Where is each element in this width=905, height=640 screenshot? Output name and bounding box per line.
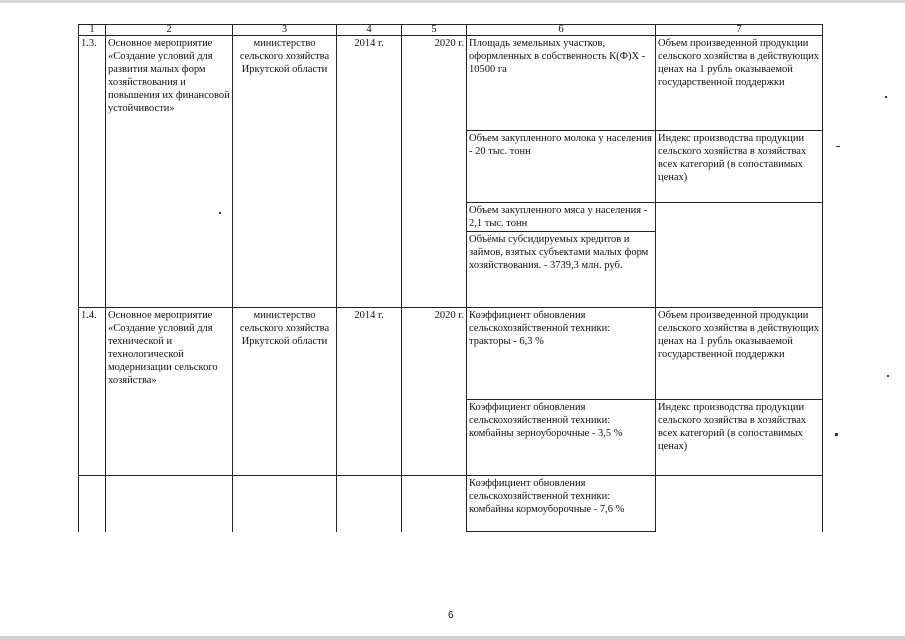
scan-speck bbox=[887, 375, 889, 377]
end-year: 2020 г. bbox=[402, 308, 467, 476]
header-cell-3: 3 bbox=[233, 25, 337, 36]
empty-cell bbox=[233, 476, 337, 532]
indicator-cell: Объёмы субсидируемых кредитов и займов, взятых субъектами малых форм хозяйствования. - 3739,3 млн. руб. bbox=[467, 232, 656, 308]
indicator-cell: Площадь земельных участков, оформленных в собственность К(Ф)Х - 10500 га bbox=[467, 36, 656, 131]
page-edge-top bbox=[0, 0, 905, 3]
header-cell-5: 5 bbox=[402, 25, 467, 36]
start-year: 2014 г. bbox=[337, 308, 402, 476]
row-number: 1.4. bbox=[79, 308, 106, 476]
header-cell-6: 6 bbox=[467, 25, 656, 36]
indicator-cell: Коэффициент обновления сельскохозяйственной техники: тракторы - 6,3 % bbox=[467, 308, 656, 400]
scan-speck bbox=[835, 433, 838, 436]
table-row bbox=[79, 308, 823, 400]
header-cell-4: 4 bbox=[337, 25, 402, 36]
end-year: 2020 г. bbox=[402, 36, 467, 308]
target-cell: Индекс производства продукции сельского хозяйства в хозяйствах всех категорий (в сопоставимых ценах) bbox=[656, 131, 823, 203]
target-cell: Объем произведенной продукции сельского хозяйства в действующих ценах на 1 рубль оказываемой государственной поддержки bbox=[656, 36, 823, 131]
empty-cell bbox=[656, 476, 823, 532]
executor: министерство сельского хозяйства Иркутской области bbox=[233, 36, 337, 308]
empty-cell bbox=[337, 476, 402, 532]
empty-cell bbox=[79, 476, 106, 532]
indicator-cell: Коэффициент обновления сельскохозяйственной техники: комбайны кормоуборочные - 7,6 % bbox=[467, 476, 656, 532]
target-cell-empty bbox=[656, 203, 823, 308]
row-number: 1.3. bbox=[79, 36, 106, 308]
target-cell: Объем произведенной продукции сельского хозяйства в действующих ценах на 1 рубль оказываемой государственной поддержки bbox=[656, 308, 823, 400]
header-row bbox=[79, 25, 823, 36]
event-name: Основное мероприятие «Создание условий для развития малых форм хозяйствования и повышения их финансовой устойчивости» bbox=[106, 36, 233, 308]
header-cell-1: 1 bbox=[79, 25, 106, 36]
indicator-cell: Объем закупленного мяса у населения - 2,1 тыс. тонн bbox=[467, 203, 656, 232]
table-row bbox=[79, 36, 823, 131]
page-number: 6 bbox=[448, 610, 454, 621]
indicator-cell: Объем закупленного молока у населения - 20 тыс. тонн bbox=[467, 131, 656, 203]
target-cell: Индекс производства продукции сельского хозяйства в хозяйствах всех категорий (в сопоставимых ценах) bbox=[656, 400, 823, 476]
scan-speck bbox=[219, 212, 221, 214]
event-name: Основное мероприятие «Создание условий для технической и технологической модернизации сельского хозяйства» bbox=[106, 308, 233, 476]
table-row bbox=[79, 476, 823, 532]
empty-cell bbox=[106, 476, 233, 532]
header-cell-7: 7 bbox=[656, 25, 823, 36]
indicator-cell: Коэффициент обновления сельскохозяйственной техники: комбайны зерноуборочные - 3,5 % bbox=[467, 400, 656, 476]
page-edge-bottom bbox=[0, 636, 905, 640]
header-cell-2: 2 bbox=[106, 25, 233, 36]
scan-speck bbox=[836, 146, 840, 147]
executor: министерство сельского хозяйства Иркутской области bbox=[233, 308, 337, 476]
program-table bbox=[78, 24, 823, 532]
start-year: 2014 г. bbox=[337, 36, 402, 308]
scan-speck bbox=[885, 96, 887, 98]
empty-cell bbox=[402, 476, 467, 532]
